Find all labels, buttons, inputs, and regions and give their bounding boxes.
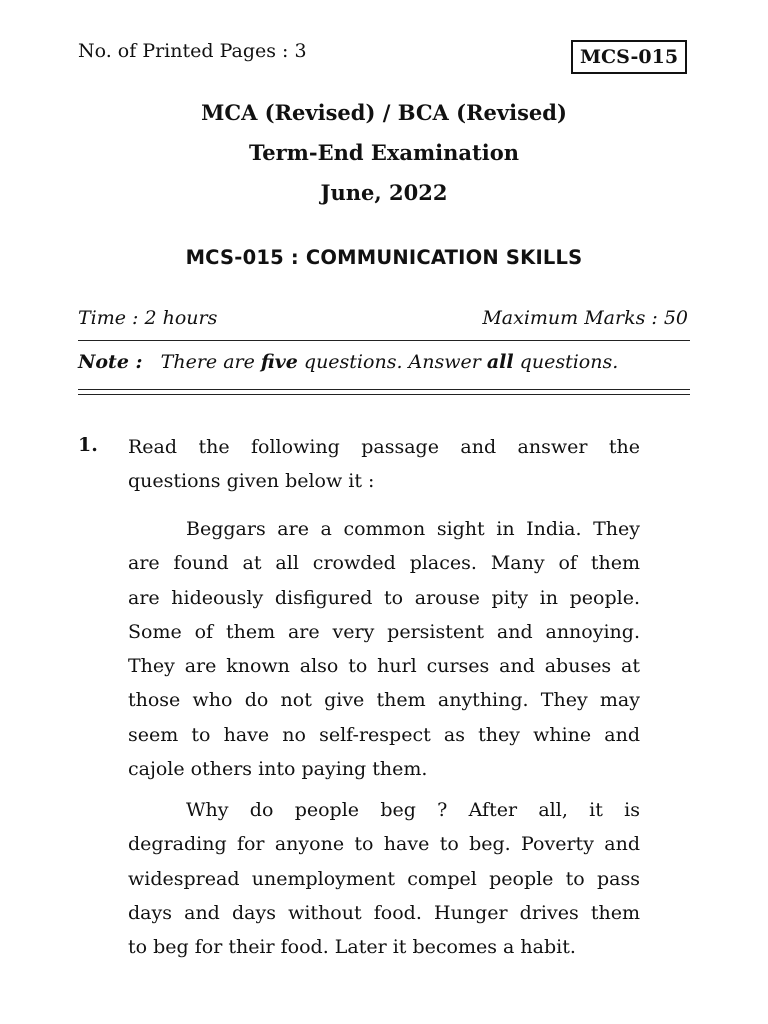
question-number: 1. xyxy=(78,434,98,456)
paper-code-box xyxy=(571,40,687,74)
passage-line: Some of them are very persistent and annoying. xyxy=(128,620,640,643)
passage-line: They are known also to hurl curses and abuses at xyxy=(128,655,640,678)
passage-paragraph-2 xyxy=(128,793,640,964)
passage-line: those who do not give them anything. They may xyxy=(128,689,640,712)
passage-line: seem to have no self-respect as they whine and xyxy=(128,723,640,746)
note-bold-five: five xyxy=(260,351,298,373)
maximum-marks: Maximum Marks : 50 xyxy=(482,307,688,329)
passage-line: Beggars are a common sight in India. They xyxy=(186,518,640,540)
exam-date: June, 2022 xyxy=(320,180,448,205)
course-title: MCS-015 : COMMUNICATION SKILLS xyxy=(185,246,583,269)
paper-code: MCS-015 xyxy=(579,46,679,68)
passage-line: widespread unemployment compel people to pass xyxy=(128,867,640,890)
passage-paragraph-1 xyxy=(128,512,640,786)
question-prompt: Read the following passage and answer the questions given below it : xyxy=(128,436,640,492)
note-label: Note : xyxy=(78,351,143,373)
note-post: questions. xyxy=(519,351,619,373)
passage-line: degrading for anyone to have to beg. Poverty and xyxy=(128,833,640,856)
note-mid: questions. Answer xyxy=(303,351,481,373)
divider-top xyxy=(78,340,690,341)
divider-double-2 xyxy=(78,394,690,395)
printed-pages-label: No. of Printed Pages : 3 xyxy=(78,40,307,62)
note-pre: There are xyxy=(160,351,255,373)
note-bold-all: all xyxy=(486,351,514,373)
passage-line: days and days without food. Hunger drives them xyxy=(128,901,640,924)
exam-title: Term-End Examination xyxy=(248,140,519,165)
programme-title: MCA (Revised) / BCA (Revised) xyxy=(201,100,567,125)
passage-line: Why do people beg ? After all, it is xyxy=(186,799,640,821)
passage-line: to beg for their food. Later it becomes a habit. xyxy=(128,936,576,959)
passage-line: are hideously disfigured to arouse pity in people. xyxy=(128,586,640,609)
divider-double-1 xyxy=(78,389,690,390)
instructions-note xyxy=(78,351,618,373)
passage-line: cajole others into paying them. xyxy=(128,758,428,781)
time-allowed: Time : 2 hours xyxy=(78,307,218,329)
passage-line: are found at all crowded places. Many of them xyxy=(128,552,640,575)
